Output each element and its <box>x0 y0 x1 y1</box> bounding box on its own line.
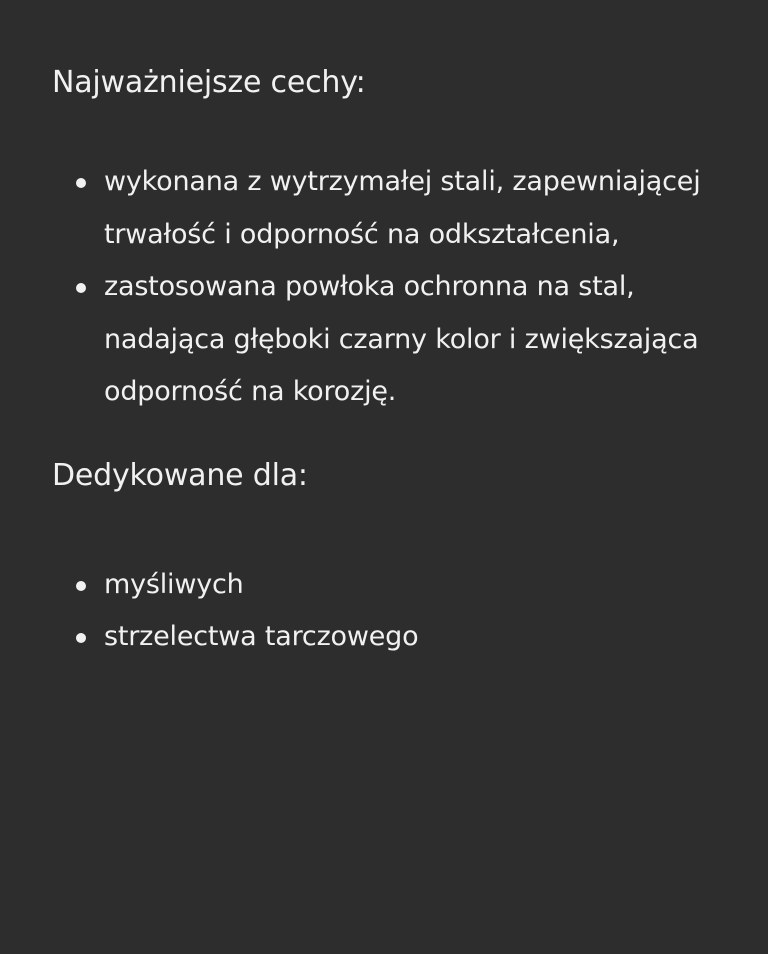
dedicated-list <box>52 559 716 664</box>
features-list <box>52 156 716 419</box>
dedicated-item-target-shooting: strzelectwa tarczowego <box>52 611 716 664</box>
features-heading: Najważniejsze cechy: <box>52 65 366 100</box>
feature-item-steel: wykonana z wytrzymałej stali, zapewniającej trwałość i odporność na odkształcenia, <box>52 156 716 261</box>
feature-item-coating: zastosowana powłoka ochronna na stal, nadająca głęboki czarny kolor i zwiększająca odporność na korozję. <box>52 261 716 419</box>
dedicated-item-hunters: myśliwych <box>52 559 716 612</box>
dedicated-heading: Dedykowane dla: <box>52 457 308 493</box>
